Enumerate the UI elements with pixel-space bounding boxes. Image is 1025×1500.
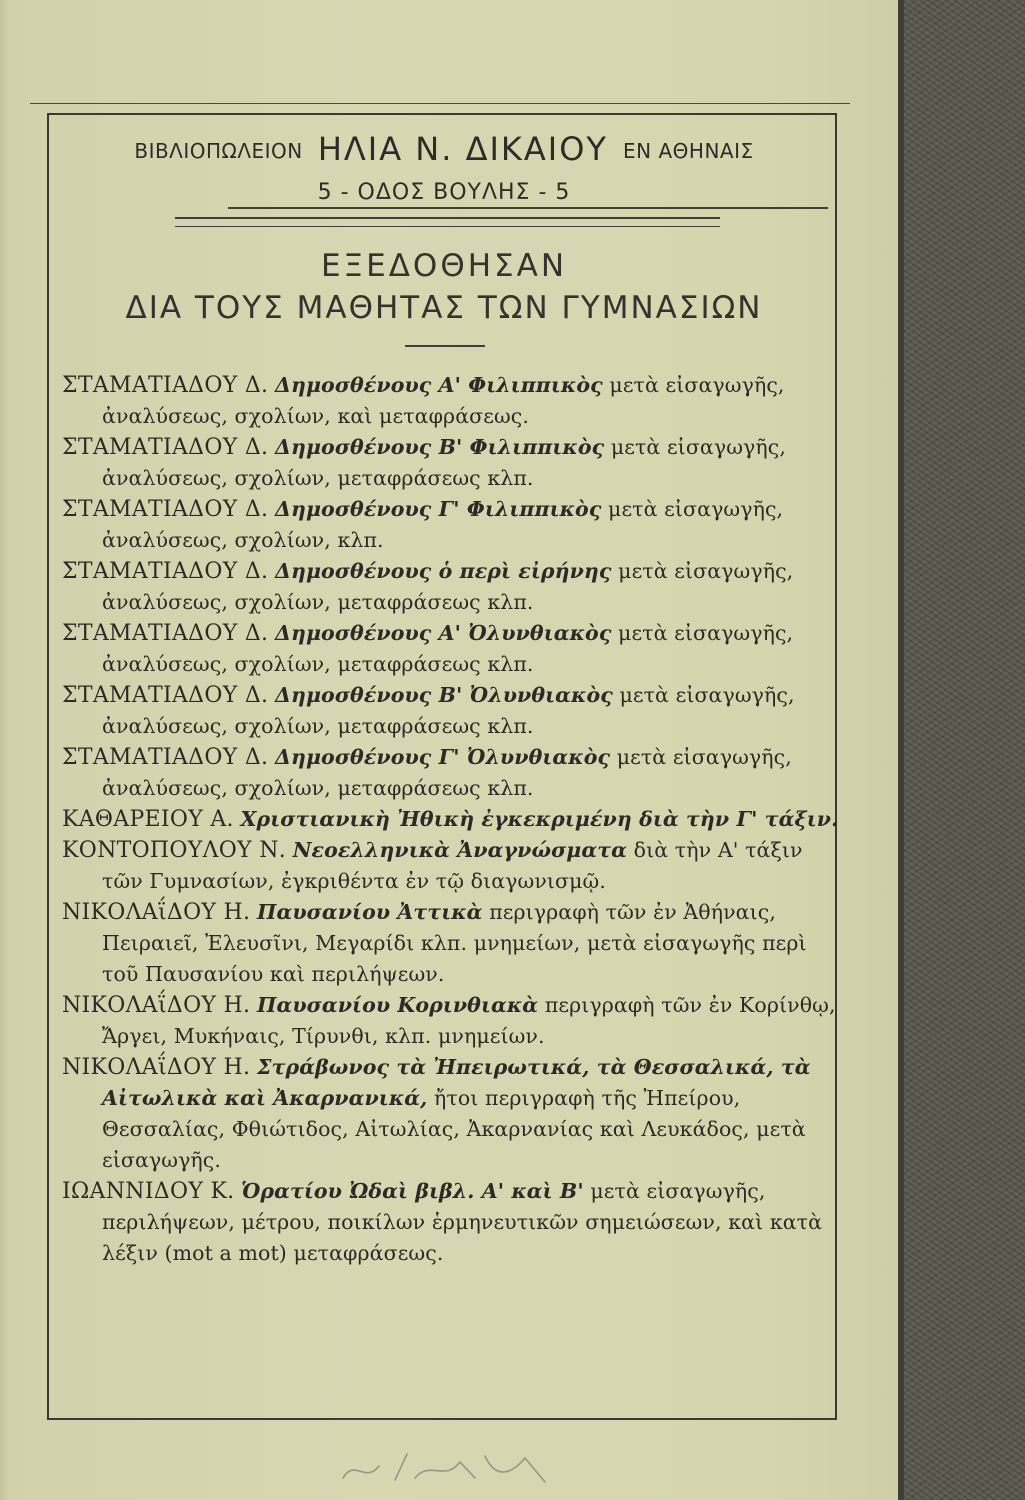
entry-author: ΚΑΘΑΡΕΙΟΥ Α. xyxy=(62,807,234,832)
list-item xyxy=(62,897,844,990)
entry-description: μετὰ εἰσαγωγῆς, περιλήψεων, μέτρου, ποικίλων ἑρμηνευτικῶν σημειώσεων, καὶ κατὰ λέξιν (mot a mot) μεταφράσεως. xyxy=(102,1179,823,1265)
list-item xyxy=(62,370,844,432)
list-item xyxy=(62,1176,844,1269)
entry-author: ΝΙΚΟΛΑΐΔΟΥ Η. xyxy=(62,900,251,925)
list-item xyxy=(62,680,844,742)
entry-title: Ὁρατίου Ὠδαὶ βιβλ. Α' καὶ Β' xyxy=(241,1179,584,1203)
entry-description: μετὰ εἰσαγωγῆς, ἀναλύσεως, σχολίων, μεταφράσεως κλπ. xyxy=(102,435,786,490)
title-divider xyxy=(405,345,485,347)
entry-title: Δημοσθένους Γ' Ὀλυνθιακὸς xyxy=(274,745,611,769)
entry-author: ΝΙΚΟΛΑΐΔΟΥ Η. xyxy=(62,993,251,1018)
shop-name: ΗΛΙΑ Ν. ΔΙΚΑΙΟΥ xyxy=(317,130,608,168)
entry-author: ΣΤΑΜΑΤΙΑΔΟΥ Δ. xyxy=(62,497,269,522)
entry-author: ΣΤΑΜΑΤΙΑΔΟΥ Δ. xyxy=(62,745,269,770)
entry-title: Παυσανίου Ἀττικὰ xyxy=(256,900,483,924)
entry-author: ΣΤΑΜΑΤΙΑΔΟΥ Δ. xyxy=(62,435,269,460)
entry-description: μετὰ εἰσαγωγῆς, ἀναλύσεως, σχολίων, καὶ μεταφράσεως. xyxy=(102,373,785,428)
list-item xyxy=(62,556,844,618)
entry-author: ΣΤΑΜΑΤΙΑΔΟΥ Δ. xyxy=(62,621,269,646)
shop-city: ΕΝ ΑΘΗΝΑΙΣ xyxy=(623,139,754,163)
entry-title: Δημοσθένους Α' Ὀλυνθιακὸς xyxy=(274,621,612,645)
entry-title: Χριστιανικὴ Ἠθικὴ ἐγκεκριμένη διὰ τὴν Γ' τάξιν. xyxy=(240,807,839,831)
header-divider-2 xyxy=(175,226,720,227)
publication-list xyxy=(62,370,844,1269)
shop-label: ΒΙΒΛΙΟΠΩΛΕΙΟΝ xyxy=(134,139,303,163)
list-item xyxy=(62,494,844,556)
spine-edge xyxy=(898,0,904,1500)
entry-title: Δημοσθένους ὁ περὶ εἰρήνης xyxy=(274,559,612,583)
entry-author: ΣΤΑΜΑΤΙΑΔΟΥ Δ. xyxy=(62,559,269,584)
list-item xyxy=(62,742,844,804)
entry-author: ΣΤΑΜΑΤΙΑΔΟΥ Δ. xyxy=(62,373,269,398)
entry-title: Παυσανίου Κορινθιακὰ xyxy=(256,993,539,1017)
entry-title: Δημοσθένους Α' Φιλιππικὸς xyxy=(274,373,603,397)
notice-title: ΕΞΕΔΟΘΗΣΑΝ xyxy=(320,248,568,284)
notice-subtitle: ΔΙΑ ΤΟΥΣ ΜΑΘΗΤΑΣ ΤΩΝ ΓΥΜΝΑΣΙΩΝ xyxy=(125,290,763,326)
entry-description: διὰ τὴν Α' τάξιν τῶν Γυμνασίων, ἐγκριθέντα ἐν τῷ διαγωνισμῷ. xyxy=(102,838,803,893)
list-item xyxy=(62,804,844,835)
entry-description: μετὰ εἰσαγωγῆς, ἀναλύσεως, σχολίων, μεταφράσεως κλπ. xyxy=(102,559,794,614)
entry-description: μετὰ εἰσαγωγῆς, ἀναλύσεως, σχολίων, κλπ. xyxy=(102,497,784,552)
header-divider-1 xyxy=(175,217,720,219)
list-item xyxy=(62,990,844,1052)
bookshop-header xyxy=(60,130,828,168)
entry-author: ΙΩΑΝΝΙΔΟΥ Κ. xyxy=(62,1179,235,1204)
entry-description: περιγραφὴ τῶν ἐν Ἀθήναις, Πειραιεῖ, Ἐλευσῖνι, Μεγαρίδι κλπ. μνημείων, μετὰ εἰσαγωγῆς περὶ τοῦ Παυσανίου καὶ περιλήψεων. xyxy=(102,900,807,986)
entry-description: ἤτοι περιγραφὴ τῆς Ἠπείρου, Θεσσαλίας, Φθιώτιδος, Αἰτωλίας, Ἀκαρνανίας καὶ Λευκάδος, μετὰ εἰσαγωγῆς. xyxy=(102,1086,806,1172)
entry-author: ΝΙΚΟΛΑΐΔΟΥ Η. xyxy=(62,1055,251,1080)
page-edge xyxy=(0,0,10,1500)
entry-description: μετὰ εἰσαγωγῆς, ἀναλύσεως, σχολίων, μεταφράσεως κλπ. xyxy=(102,683,795,738)
entry-title: Δημοσθένους Γ' Φιλιππικὸς xyxy=(274,497,602,521)
entry-author: ΚΟΝΤΟΠΟΥΛΟΥ Ν. xyxy=(62,838,287,863)
entry-description: περιγραφὴ τῶν ἐν Κορίνθῳ, Ἄργει, Μυκήναις, Τίρυνθι, κλπ. μνημείων. xyxy=(102,993,836,1048)
list-item xyxy=(62,432,844,494)
list-item xyxy=(62,618,844,680)
entry-title: Νεοελληνικὰ Ἀναγνώσματα xyxy=(292,838,628,862)
shop-address: 5 - ΟΔΟΣ ΒΟΥΛΗΣ - 5 xyxy=(317,180,571,205)
entry-author: ΣΤΑΜΑΤΙΑΔΟΥ Δ. xyxy=(62,683,269,708)
entry-description: μετὰ εἰσαγωγῆς, ἀναλύσεως, σχολίων, μεταφράσεως κλπ. xyxy=(102,745,792,800)
entry-description: μετὰ εἰσαγωγῆς, ἀναλύσεως, σχολίων, μεταφράσεως κλπ. xyxy=(102,621,794,676)
pencil-scribble xyxy=(335,1448,565,1488)
top-rule xyxy=(30,103,850,104)
list-item xyxy=(62,1052,844,1176)
list-item xyxy=(62,835,844,897)
entry-title: Δημοσθένους Β' Ὀλυνθιακὸς xyxy=(274,683,613,707)
entry-title: Δημοσθένους Β' Φιλιππικὸς xyxy=(274,435,605,459)
book-spine xyxy=(898,0,1025,1500)
entry-title: Στράβωνος τὰ Ἠπειρωτικά, τὰ Θεσσαλικά, τὰ Αἰτωλικὰ καὶ Ἀκαρνανικά, xyxy=(102,1055,811,1110)
address-rule xyxy=(228,207,828,209)
